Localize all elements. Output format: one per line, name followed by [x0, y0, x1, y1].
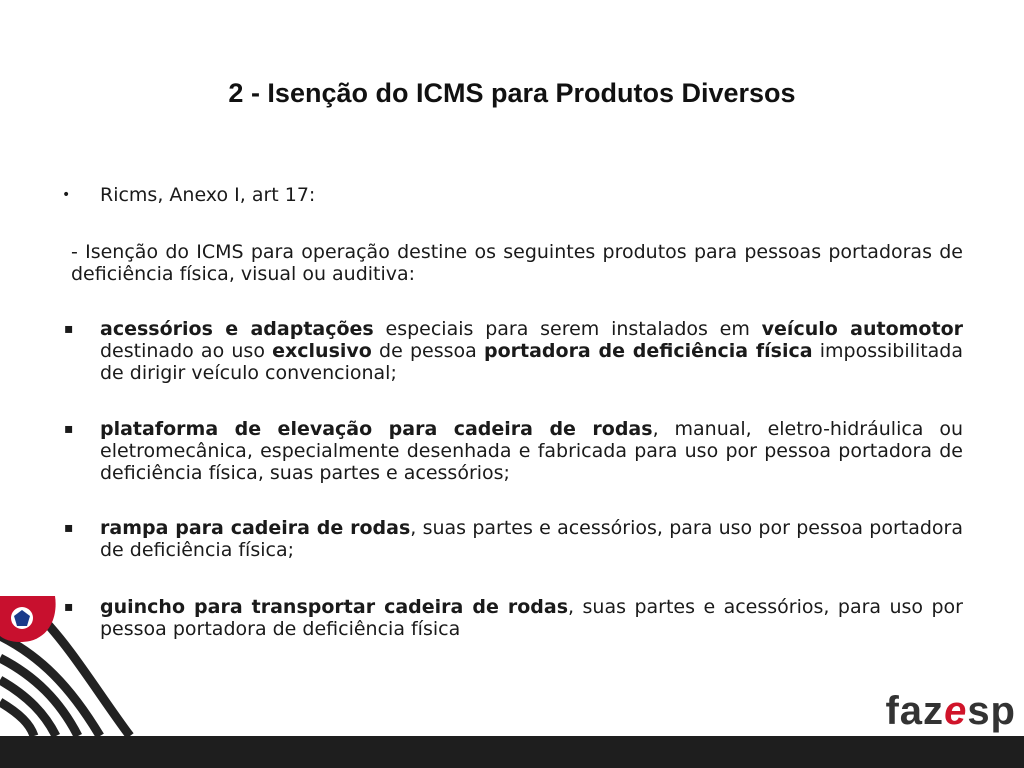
item-bold: guincho para transportar cadeira de rodas	[100, 596, 569, 618]
list-item	[60, 418, 963, 484]
item-bold: portadora de deficiência física	[483, 340, 813, 362]
slide-title: 2 - Isenção do ICMS para Produtos Diversos	[228, 78, 796, 108]
list-item	[60, 596, 963, 640]
square-bullet-icon: ▪	[64, 520, 74, 536]
item-text: destinado ao uso	[100, 340, 273, 362]
list-item	[60, 517, 963, 561]
item-bold: exclusivo	[272, 340, 372, 362]
list-item	[60, 318, 963, 384]
square-bullet-icon: ▪	[64, 421, 74, 437]
item-bold: veículo automotor	[761, 318, 963, 340]
logo-e-icon: e	[944, 689, 968, 733]
footer-bar	[0, 736, 1024, 768]
item-text: impossibilitada de dirigir veículo convencional;	[100, 340, 963, 384]
bullet-item	[60, 184, 963, 206]
square-bullet-icon: ▪	[64, 599, 74, 615]
sao-paulo-flag-emblem	[0, 596, 160, 736]
bullet-text: Ricms, Anexo I, art 17:	[100, 184, 316, 206]
item-text: , manual, eletro-hidráulica ou eletromecânica, especialmente desenhada e fabricada para uso por pessoa portadora de deficiência física, suas partes e acessórios;	[100, 418, 964, 484]
item-text: , suas partes e acessórios, para uso por pessoa portadora de deficiência física	[100, 596, 963, 640]
item-text: especiais para serem instalados em	[373, 318, 762, 340]
square-bullet-icon: ▪	[64, 321, 74, 337]
slide-content	[60, 180, 963, 640]
bullet-dot-icon: •	[62, 187, 71, 203]
fazesp-logo: fazesp	[885, 689, 1016, 733]
item-bold: plataforma de elevação para cadeira de rodas	[100, 418, 653, 440]
item-bold: rampa para cadeira de rodas	[100, 517, 411, 539]
item-bold: acessórios e adaptações	[100, 318, 374, 340]
item-text: , suas partes e acessórios, para uso por pessoa portadora de deficiência física;	[100, 517, 963, 561]
intro-paragraph: - Isenção do ICMS para operação destine os seguintes produtos para pessoas portadoras de deficiência física, visual ou auditiva:	[71, 241, 963, 285]
item-text: de pessoa	[371, 340, 484, 362]
